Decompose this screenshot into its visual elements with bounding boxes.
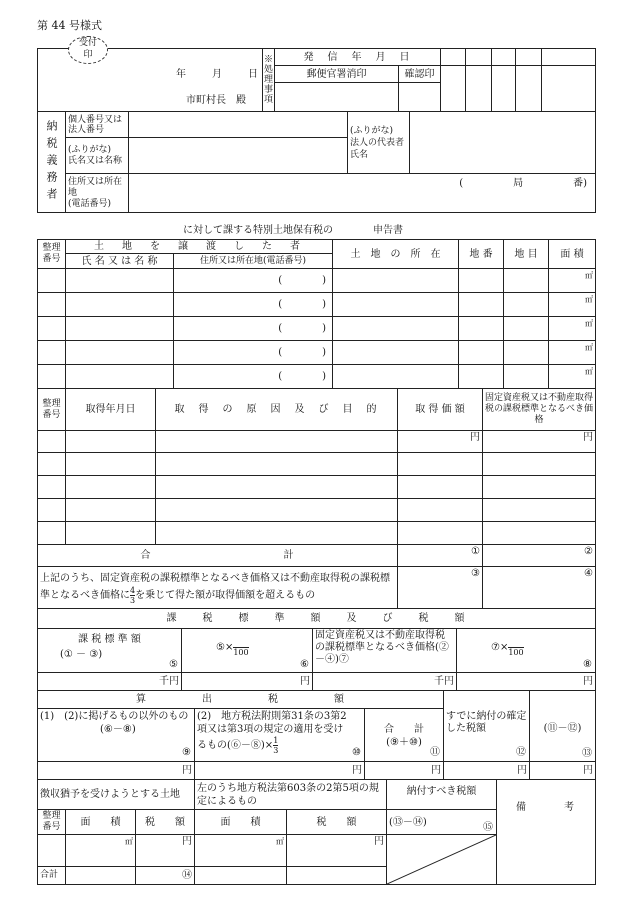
address-header: 住所又は所在地(電話番号) [174, 254, 333, 269]
land-name-field[interactable] [66, 293, 174, 317]
header-box-8[interactable] [492, 66, 516, 112]
header-box-5[interactable] [542, 49, 596, 66]
base-formula: (① － ③) [60, 649, 103, 660]
payable-diagonal [387, 835, 497, 885]
acq-total-price-field[interactable] [398, 545, 483, 567]
acq-price-field[interactable] [398, 431, 483, 453]
circle-14: ⑭ [182, 870, 193, 881]
acq-total-standard-field[interactable] [483, 545, 596, 567]
circle-10: ⑩ [352, 747, 361, 758]
rate5-yen: 円 [182, 673, 313, 691]
area-unit: ㎡ [276, 837, 285, 846]
base-thousand-yen: 千円 [38, 673, 182, 691]
land-address-field[interactable] [174, 293, 333, 317]
circle-5: ⑤ [169, 659, 178, 670]
land-area-field[interactable] [549, 365, 596, 389]
sum-label: 合 計 [384, 724, 424, 735]
payable-label: 納付すべき税額 [387, 780, 497, 810]
land-category-field[interactable] [504, 293, 549, 317]
acq-date-field[interactable] [66, 453, 156, 476]
area-unit: ㎡ [585, 295, 593, 304]
rate7-fraction [508, 638, 523, 657]
header-box-10[interactable] [542, 66, 596, 112]
land-name-field[interactable] [66, 317, 174, 341]
name-label: 氏名又は名称 [68, 155, 123, 166]
bottom-total-label: 合計 [38, 867, 66, 885]
rep-name-field[interactable] [410, 112, 596, 174]
fixed-asset-field[interactable] [313, 629, 457, 673]
area-unit: ㎡ [585, 367, 593, 376]
location-header: 土 地 の 所 在 [333, 240, 459, 269]
table-row [38, 476, 596, 499]
item1-yen: 円 [38, 762, 195, 780]
payable-field[interactable] [387, 810, 497, 835]
phone-paren: ( ) [278, 323, 326, 334]
acq-seq-field[interactable] [38, 476, 66, 499]
diagonal-line [387, 835, 496, 884]
area-unit: ㎡ [125, 837, 133, 846]
circle-2: ② [584, 546, 593, 557]
yen-unit: 円 [374, 836, 385, 847]
item2-field[interactable] [195, 709, 365, 762]
land-seq-field[interactable] [38, 341, 66, 365]
rep-furigana-label: (ふりがな) [350, 125, 394, 136]
land-location-field[interactable] [333, 365, 459, 389]
addressee: 市町村長 殿 [186, 95, 246, 106]
land-seq-field[interactable] [38, 293, 66, 317]
table-row [38, 453, 596, 476]
acq-note-tail: を乗じて得た額が取得価額を超えるもの [135, 589, 316, 601]
bottom-tax-header: 税 額 [136, 810, 195, 835]
land-address-field[interactable] [174, 365, 333, 389]
circle-12: ⑫ [516, 747, 527, 758]
item1-field[interactable] [38, 709, 195, 762]
rate7-field[interactable] [457, 629, 596, 673]
diff-formula: (⑪－⑫) [543, 723, 582, 734]
item1-formula: (⑥－⑧) [100, 724, 136, 735]
header-box-6[interactable] [441, 66, 466, 112]
paid-field[interactable] [444, 691, 530, 762]
land-name-field[interactable] [66, 365, 174, 389]
acq-seq-field[interactable] [38, 453, 66, 476]
acq-date-field[interactable] [66, 499, 156, 522]
article-total-area[interactable] [195, 867, 287, 885]
table-row [38, 293, 596, 317]
acq-date-field[interactable] [66, 476, 156, 499]
acq-standard-field[interactable] [483, 476, 596, 499]
circle-13: ⑬ [582, 748, 593, 759]
item1-label: (1) (2)に掲げるもの以外のもの [40, 711, 189, 722]
land-area-field[interactable] [549, 293, 596, 317]
area-unit: ㎡ [585, 343, 593, 352]
rep-name-label: 法人の代表者氏名 [350, 137, 405, 160]
land-location-field[interactable] [333, 341, 459, 365]
land-address-field[interactable] [174, 341, 333, 365]
postmark-label: 郵便官署消印 [275, 66, 399, 83]
tax-base-field[interactable] [38, 629, 182, 673]
payable-formula: (⑬－⑭) [389, 816, 427, 828]
header-box-4[interactable] [516, 49, 542, 66]
transferor-header: 土 地 を 譲 渡 し た 者 [66, 240, 333, 254]
table-row [38, 269, 596, 293]
bottom-tax-field[interactable] [136, 835, 195, 867]
land-name-field[interactable] [66, 269, 174, 293]
frac-bottom: 3 [130, 595, 136, 605]
acq-date-field[interactable] [66, 522, 156, 545]
tax-base-table [37, 608, 596, 691]
name-field[interactable] [129, 138, 348, 174]
land-category-field[interactable] [504, 341, 549, 365]
frac-bottom: 3 [273, 746, 279, 755]
table-row [38, 317, 596, 341]
bottom-total-tax[interactable] [136, 867, 195, 885]
land-location-field[interactable] [333, 269, 459, 293]
diff-yen: 円 [530, 762, 596, 780]
phone-format: ( 局 番) [459, 178, 587, 189]
circle-1: ① [471, 546, 480, 557]
phone-paren: ( ) [278, 299, 326, 310]
bottom-total-area[interactable] [66, 867, 136, 885]
land-seq-field[interactable] [38, 269, 66, 293]
paid-yen: 円 [444, 762, 530, 780]
dispatch-date-label: 発 信 年 月 日 [275, 49, 441, 66]
article-total-tax[interactable] [287, 867, 387, 885]
header-box-3[interactable] [492, 49, 516, 66]
acq-cause-field[interactable] [156, 499, 398, 522]
acq-cause-field[interactable] [156, 476, 398, 499]
acq-seq-field[interactable] [38, 499, 66, 522]
deferral-label: 徴収猶予を受けようとする土地 [38, 780, 195, 810]
land-area-field[interactable] [549, 269, 596, 293]
acq-excess-price-field[interactable] [398, 567, 483, 609]
land-category-field[interactable] [504, 317, 549, 341]
rate7-prefix: ⑦× [491, 642, 509, 653]
land-location-field[interactable] [333, 293, 459, 317]
confirm-seal-field[interactable] [399, 83, 441, 112]
land-lot-field[interactable] [459, 317, 504, 341]
acq-total-label: 合 計 [38, 545, 398, 567]
acq-price-header: 取 得 価 額 [398, 389, 483, 431]
circle-8: ⑧ [583, 659, 592, 670]
acq-cause-field[interactable] [156, 522, 398, 545]
rate7-denominator: 100 [508, 648, 524, 657]
yen-unit: 円 [470, 432, 480, 443]
calc-table [37, 690, 596, 780]
acq-standard-field[interactable] [483, 522, 596, 545]
acq-note: 上記のうち、固定資産税の課税標準となるべき価格又は不動産取得税の課税標準となるべき価格に [40, 572, 390, 601]
table-row [38, 499, 596, 522]
item2-label: (2) 地方税法附則第31条の3第2項又は第3項の規定の適用を受けるもの(⑥－⑧)× [197, 711, 347, 751]
rate5-field[interactable] [182, 629, 313, 673]
land-category-field[interactable] [504, 365, 549, 389]
article-tax-field[interactable] [287, 835, 387, 867]
article-tax-header: 税 額 [287, 810, 387, 835]
land-lot-field[interactable] [459, 365, 504, 389]
one-third-fraction [273, 736, 278, 755]
area-unit: ㎡ [585, 271, 593, 280]
article-area-field[interactable] [195, 835, 287, 867]
bottom-area-header: 面 積 [66, 810, 136, 835]
article-label: 左のうち地方税法第603条の2第5項の規定によるもの [195, 780, 387, 810]
bottom-seq-header: 整理番号 [38, 810, 66, 835]
base-label: 課 税 標 準 額 [78, 634, 141, 645]
land-category-field[interactable] [504, 269, 549, 293]
circle-9: ⑨ [182, 747, 191, 758]
acq-standard-field[interactable] [483, 431, 596, 453]
confirm-seal-label: 確認印 [399, 66, 441, 83]
table-row [38, 522, 596, 545]
lot-header: 地 番 [459, 240, 504, 269]
acq-standard-field[interactable] [483, 453, 596, 476]
acq-excess-standard-field[interactable] [483, 567, 596, 609]
header-table [37, 48, 596, 112]
bottom-seq-field[interactable] [38, 835, 66, 867]
header-box-1[interactable] [441, 49, 466, 66]
rate5-fraction [233, 638, 248, 657]
fixed-thousand-yen: 千円 [313, 673, 457, 691]
acq-price-field[interactable] [398, 522, 483, 545]
land-seq-field[interactable] [38, 365, 66, 389]
bottom-table [37, 779, 596, 885]
circle-6: ⑥ [300, 659, 309, 670]
circle-15: ⑮ [483, 822, 494, 833]
bottom-area-field[interactable] [66, 835, 136, 867]
taxpayer-side-label: 納税義務者 [45, 119, 58, 205]
land-lot-field[interactable] [459, 269, 504, 293]
land-address-field[interactable] [174, 269, 333, 293]
land-lot-field[interactable] [459, 293, 504, 317]
land-area-field[interactable] [549, 341, 596, 365]
tax-base-title: 課 税 標 準 額 及 び 税 額 [38, 609, 596, 629]
acq-price-field[interactable] [398, 499, 483, 522]
land-area-field[interactable] [549, 317, 596, 341]
yen-unit: 円 [583, 432, 593, 443]
stamp-line1: 受付 [78, 38, 97, 48]
phone-label: (電話番号) [68, 198, 112, 209]
individual-number-field[interactable] [129, 112, 348, 138]
frac-top: 1 [273, 736, 279, 745]
rate7-yen: 円 [457, 673, 596, 691]
acquisition-table [37, 388, 596, 609]
circle-4: ④ [584, 568, 593, 579]
phone-paren: ( ) [278, 371, 326, 382]
name-header: 氏 名 又 は 名 称 [66, 254, 174, 269]
category-header: 地 目 [504, 240, 549, 269]
acq-date-field[interactable] [66, 431, 156, 453]
paid-label: すでに納付の確定した税額 [446, 711, 527, 734]
remarks-label: 備 考 [516, 802, 577, 813]
diff-field[interactable] [530, 691, 596, 762]
acq-cause-header: 取 得 の 原 因 及 び 目 的 [156, 389, 398, 431]
acq-date-header: 取得年月日 [66, 389, 156, 431]
acq-seq-field[interactable] [38, 522, 66, 545]
stamp-line2: 印 [83, 50, 93, 60]
address-field[interactable] [129, 174, 596, 213]
acq-price-field[interactable] [398, 453, 483, 476]
declaration-line: に対して課する特別土地保有税の 申告書 [183, 225, 403, 236]
rate5-prefix: ⑤× [216, 642, 234, 653]
acq-price-field[interactable] [398, 476, 483, 499]
land-lot-field[interactable] [459, 341, 504, 365]
land-table [37, 239, 596, 389]
acq-cause-field[interactable] [156, 453, 398, 476]
land-seq-field[interactable] [38, 317, 66, 341]
postmark-field[interactable] [275, 83, 399, 112]
area-unit: ㎡ [585, 319, 593, 328]
sum-formula: (⑨＋⑩) [386, 737, 422, 748]
table-row [38, 365, 596, 389]
calc-title: 算 出 税 額 [38, 691, 444, 709]
form-number: 第 44 号様式 [37, 19, 102, 32]
taxpayer-table [37, 111, 596, 213]
address-label: 住所又は所在地 [68, 176, 123, 198]
table-row [38, 431, 596, 453]
receipt-stamp [68, 36, 108, 64]
acq-standard-field[interactable] [483, 499, 596, 522]
furigana-label: (ふりがな) [68, 144, 112, 155]
land-seq-header: 整理番号 [38, 240, 66, 269]
circle-7: ⑦ [338, 654, 349, 665]
sum-yen: 円 [365, 762, 444, 780]
circle-3: ③ [471, 568, 480, 579]
area-header: 面 積 [549, 240, 596, 269]
individual-number-label: 個人番号又は法人番号 [66, 112, 129, 138]
fixed-label: 固定資産税又は不動産取得税の課税標準となるべき価格(②－④) [315, 630, 449, 665]
land-location-field[interactable] [333, 317, 459, 341]
remarks-field[interactable] [497, 780, 596, 885]
acq-seq-field[interactable] [38, 431, 66, 453]
acq-seq-header: 整理番号 [38, 389, 66, 431]
acq-standard-header: 固定資産税又は不動産取得税の課税標準となるべき価格 [483, 389, 596, 431]
phone-paren: ( ) [278, 275, 326, 286]
rate5-denominator: 100 [233, 648, 249, 657]
yen-unit: 円 [182, 836, 193, 847]
item2-yen: 円 [195, 762, 365, 780]
acq-cause-field[interactable] [156, 431, 398, 453]
date-field[interactable]: 年 月 日 [176, 69, 260, 80]
header-box-2[interactable] [466, 49, 492, 66]
phone-paren: ( ) [278, 347, 326, 358]
header-box-9[interactable] [516, 66, 542, 112]
land-name-field[interactable] [66, 341, 174, 365]
circle-11: ⑪ [430, 747, 441, 758]
header-box-7[interactable] [466, 66, 492, 112]
land-address-field[interactable] [174, 317, 333, 341]
sum-field[interactable] [365, 709, 444, 762]
frac-top: 4 [130, 585, 136, 595]
article-area-header: 面 積 [195, 810, 287, 835]
table-row [38, 341, 596, 365]
processing-mark: ※処理事項 [263, 49, 275, 112]
